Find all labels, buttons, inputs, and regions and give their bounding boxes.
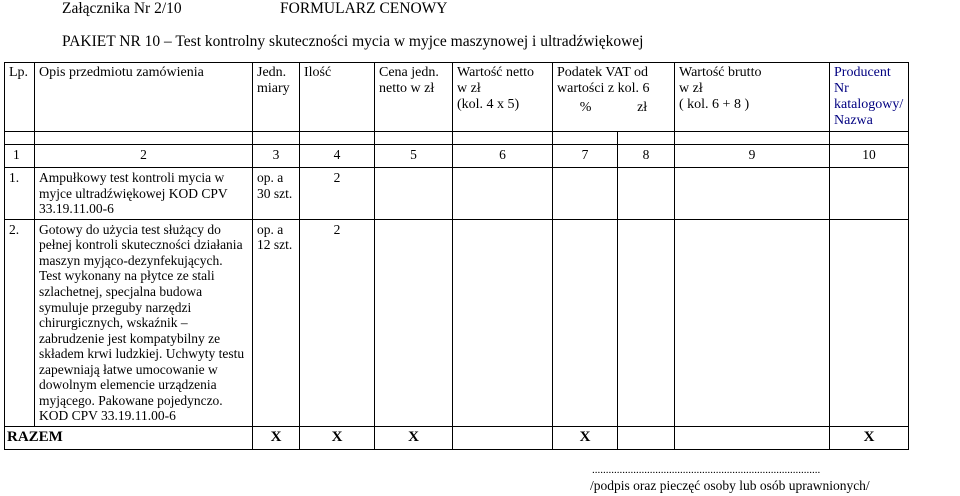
col-lp-header: Lp.	[5, 63, 35, 132]
item-unit: op. a 12 szt.	[253, 219, 300, 426]
col-qty-header: Ilość	[300, 63, 375, 132]
item-gross-cell[interactable]	[675, 219, 830, 426]
total-row	[5, 426, 909, 449]
total-x-vat-pct: X	[553, 426, 618, 449]
package-title: PAKIET NR 10 – Test kontrolny skuteczności mycia w myjce maszynowej i ultradźwiękowej	[62, 33, 644, 50]
col-net-header: Wartość netto w zł (kol. 4 x 5)	[453, 63, 553, 132]
signature-caption: /podpis oraz pieczęć osoby lub osób uprawnionych/	[590, 478, 870, 493]
item-description: Ampułkowy test kontroli mycia w myjce ultradźwiękowej KOD CPV 33.19.11.00-6	[35, 168, 253, 220]
col-number: 1	[5, 145, 35, 168]
item-qty: 2	[300, 219, 375, 426]
col-number: 6	[453, 145, 553, 168]
col-vat-header: Podatek VAT od wartości z kol. 6 % zł	[553, 63, 675, 132]
total-x-producer: X	[830, 426, 909, 449]
col-number: 9	[675, 145, 830, 168]
item-unit-net-cell[interactable]	[375, 168, 453, 220]
col-unit-header: Jedn. miary	[253, 63, 300, 132]
attachment-label: Załącznika Nr 2/10	[62, 0, 182, 17]
vat-pct-label: %	[579, 100, 592, 116]
table-row	[5, 168, 909, 220]
column-numbers-row	[5, 145, 909, 168]
total-gross-cell[interactable]	[675, 426, 830, 449]
col-number: 10	[830, 145, 909, 168]
col-number: 2	[35, 145, 253, 168]
col-producer-header: Producent Nr katalogowy/ Nazwa	[830, 63, 909, 132]
col-number: 5	[375, 145, 453, 168]
col-number: 7	[553, 145, 618, 168]
item-gross-cell[interactable]	[675, 168, 830, 220]
header-row	[5, 63, 909, 132]
total-x-unit: X	[253, 426, 300, 449]
item-producer-cell[interactable]	[830, 168, 909, 220]
item-vat-zl-cell[interactable]	[618, 219, 675, 426]
table-row	[5, 219, 909, 426]
vat-zl-label: zł	[637, 100, 648, 116]
item-description: Gotowy do użycia test służący do pełnej kontroli skuteczności działania maszyn myjąco-dezynfekujących. Test wykonany na płytce ze stali szlachetnej, specjalna budowa symuluje przeguby narzędzi chirurgicznych, wskaźnik – zabrudzenie jest kompatybilny ze składem krwi ludzkiej. Uchwyty testu zapewniają łatwe umocowanie w dowolnym elemencie urządzenia myjącego. Pakowane pojedynczo. KOD CPV 33.19.11.00-6	[35, 219, 253, 426]
total-x-qty: X	[300, 426, 375, 449]
col-desc-header: Opis przedmiotu zamówienia	[35, 63, 253, 132]
col-number: 3	[253, 145, 300, 168]
col-number: 8	[618, 145, 675, 168]
col-number: 4	[300, 145, 375, 168]
item-unit-net-cell[interactable]	[375, 219, 453, 426]
item-producer-cell[interactable]	[830, 219, 909, 426]
item-lp: 1.	[5, 168, 35, 220]
total-net-cell[interactable]	[453, 426, 553, 449]
item-vat-pct-cell[interactable]	[553, 219, 618, 426]
total-x-unit-net: X	[375, 426, 453, 449]
signature-line: ...................................................................................	[592, 464, 821, 476]
item-net-cell[interactable]	[453, 219, 553, 426]
form-title: FORMULARZ CENOWY	[280, 0, 448, 17]
item-unit: op. a 30 szt.	[253, 168, 300, 220]
col-gross-header: Wartość brutto w zł ( kol. 6 + 8 )	[675, 63, 830, 132]
item-vat-pct-cell[interactable]	[553, 168, 618, 220]
spacer-row	[5, 132, 909, 145]
item-vat-zl-cell[interactable]	[618, 168, 675, 220]
col-unit-net-header: Cena jedn. netto w zł	[375, 63, 453, 132]
item-net-cell[interactable]	[453, 168, 553, 220]
price-table	[4, 62, 909, 450]
total-label: RAZEM	[5, 426, 253, 449]
item-lp: 2.	[5, 219, 35, 426]
item-qty: 2	[300, 168, 375, 220]
total-vat-zl-cell[interactable]	[618, 426, 675, 449]
